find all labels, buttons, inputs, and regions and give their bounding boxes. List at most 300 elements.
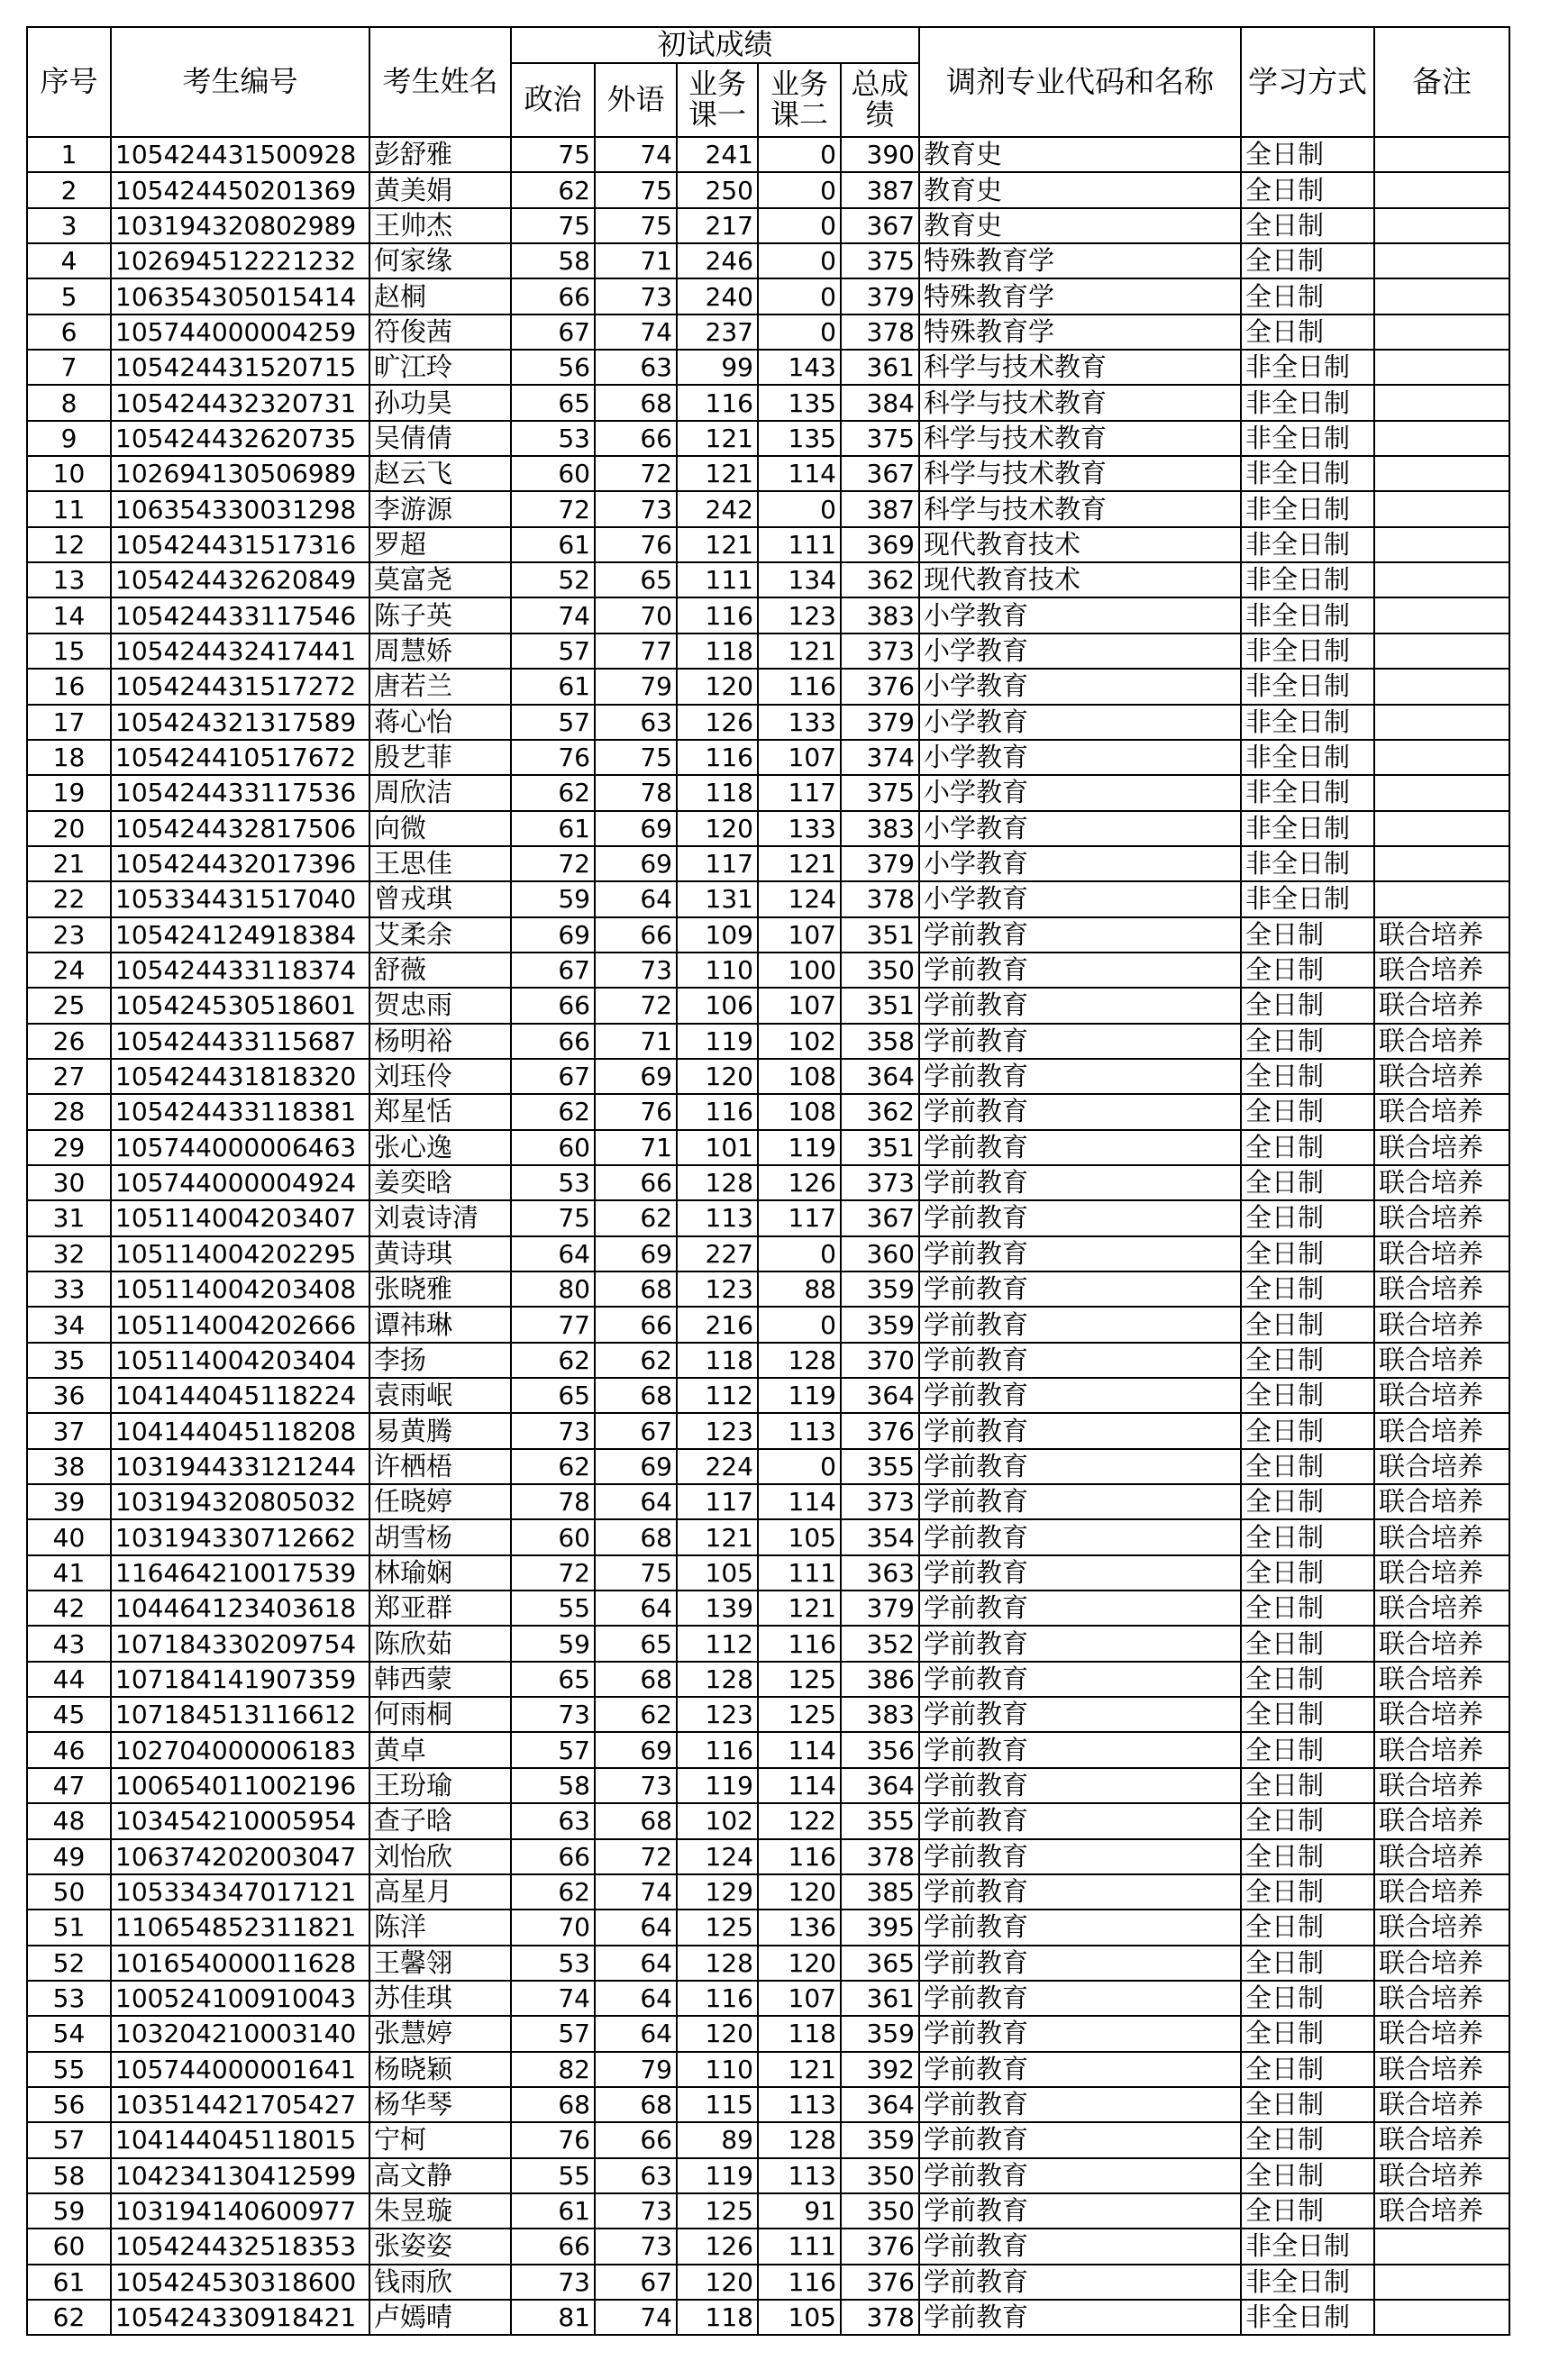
cell-name: 林瑜娴 xyxy=(369,1555,511,1591)
cell-politics: 57 xyxy=(511,1732,595,1767)
cell-exam-id: 116464210017539 xyxy=(111,1555,369,1591)
cell-idx: 42 xyxy=(27,1591,111,1626)
cell-name: 刘袁诗清 xyxy=(369,1200,511,1235)
table-row xyxy=(27,2193,1509,2229)
cell-foreign: 73 xyxy=(595,953,677,988)
cell-name: 谭祎琳 xyxy=(369,1307,511,1342)
cell-subject1: 119 xyxy=(677,2158,758,2193)
table-row xyxy=(27,1094,1509,1129)
cell-idx: 55 xyxy=(27,2052,111,2087)
cell-total: 358 xyxy=(841,1024,919,1059)
cell-subject2: 116 xyxy=(758,1839,841,1874)
cell-foreign: 77 xyxy=(595,634,677,669)
cell-idx: 59 xyxy=(27,2193,111,2229)
cell-note: 联合培养 xyxy=(1374,1378,1509,1413)
cell-subject2: 91 xyxy=(758,2193,841,2229)
cell-foreign: 71 xyxy=(595,243,677,278)
cell-exam-id: 105114004202295 xyxy=(111,1236,369,1272)
cell-subject1: 121 xyxy=(677,527,758,562)
table-row xyxy=(27,1874,1509,1910)
cell-name: 赵桐 xyxy=(369,278,511,314)
table-row xyxy=(27,1307,1509,1342)
cell-subject2: 135 xyxy=(758,385,841,420)
cell-exam-id: 105424432320731 xyxy=(111,385,369,420)
cell-note: 联合培养 xyxy=(1374,1449,1509,1484)
cell-foreign: 66 xyxy=(595,2122,677,2157)
table-row xyxy=(27,137,1509,172)
cell-major: 学前教育 xyxy=(919,1946,1241,1981)
cell-subject1: 224 xyxy=(677,1449,758,1484)
table-row xyxy=(27,1803,1509,1838)
cell-politics: 66 xyxy=(511,278,595,314)
cell-exam-id: 105424330918421 xyxy=(111,2300,369,2335)
header-subject1: 业务课一 xyxy=(677,63,758,137)
cell-subject1: 119 xyxy=(677,1768,758,1803)
cell-total: 359 xyxy=(841,2122,919,2157)
cell-note: 联合培养 xyxy=(1374,1803,1509,1838)
cell-foreign: 69 xyxy=(595,811,677,846)
cell-name: 卢嫣晴 xyxy=(369,2300,511,2335)
cell-total: 356 xyxy=(841,1732,919,1767)
cell-mode: 全日制 xyxy=(1241,1024,1374,1059)
table-row xyxy=(27,385,1509,420)
cell-subject1: 113 xyxy=(677,1200,758,1235)
cell-note xyxy=(1374,137,1509,172)
cell-major: 学前教育 xyxy=(919,1697,1241,1732)
cell-idx: 50 xyxy=(27,1874,111,1910)
cell-name: 莫富尧 xyxy=(369,562,511,597)
cell-major: 学前教育 xyxy=(919,1910,1241,1945)
cell-mode: 全日制 xyxy=(1241,2087,1374,2122)
cell-note xyxy=(1374,881,1509,916)
cell-mode: 全日制 xyxy=(1241,1272,1374,1307)
cell-subject1: 131 xyxy=(677,881,758,916)
cell-politics: 76 xyxy=(511,2122,595,2157)
cell-foreign: 64 xyxy=(595,881,677,916)
cell-subject1: 111 xyxy=(677,562,758,597)
cell-name: 罗超 xyxy=(369,527,511,562)
cell-foreign: 68 xyxy=(595,1378,677,1413)
cell-subject1: 241 xyxy=(677,137,758,172)
cell-subject2: 122 xyxy=(758,1803,841,1838)
table-row xyxy=(27,1697,1509,1732)
cell-foreign: 74 xyxy=(595,314,677,350)
cell-mode: 非全日制 xyxy=(1241,2229,1374,2264)
table-row xyxy=(27,1200,1509,1235)
cell-major: 学前教育 xyxy=(919,1981,1241,2016)
cell-note: 联合培养 xyxy=(1374,1768,1509,1803)
cell-subject1: 118 xyxy=(677,634,758,669)
cell-politics: 76 xyxy=(511,740,595,775)
cell-idx: 11 xyxy=(27,491,111,526)
cell-foreign: 79 xyxy=(595,2052,677,2087)
cell-major: 学前教育 xyxy=(919,2300,1241,2335)
cell-total: 367 xyxy=(841,1200,919,1235)
cell-mode: 全日制 xyxy=(1241,1343,1374,1378)
cell-politics: 73 xyxy=(511,1413,595,1448)
cell-major: 学前教育 xyxy=(919,953,1241,988)
cell-note xyxy=(1374,278,1509,314)
cell-major: 学前教育 xyxy=(919,1591,1241,1626)
cell-politics: 68 xyxy=(511,2087,595,2122)
cell-major: 学前教育 xyxy=(919,1024,1241,1059)
cell-note: 联合培养 xyxy=(1374,1839,1509,1874)
cell-total: 375 xyxy=(841,421,919,456)
cell-subject2: 125 xyxy=(758,1662,841,1697)
cell-subject1: 116 xyxy=(677,740,758,775)
cell-note: 联合培养 xyxy=(1374,1662,1509,1697)
cell-major: 小学教育 xyxy=(919,740,1241,775)
cell-note xyxy=(1374,243,1509,278)
cell-idx: 23 xyxy=(27,917,111,953)
cell-subject1: 240 xyxy=(677,278,758,314)
cell-subject1: 128 xyxy=(677,1662,758,1697)
cell-exam-id: 105744000001641 xyxy=(111,2052,369,2087)
cell-total: 379 xyxy=(841,705,919,740)
cell-note: 联合培养 xyxy=(1374,1946,1509,1981)
cell-foreign: 68 xyxy=(595,1803,677,1838)
cell-exam-id: 105424432017396 xyxy=(111,846,369,881)
cell-mode: 全日制 xyxy=(1241,2122,1374,2157)
cell-subject2: 0 xyxy=(758,314,841,350)
cell-subject1: 123 xyxy=(677,1272,758,1307)
cell-exam-id: 103194330712662 xyxy=(111,1519,369,1554)
table-row xyxy=(27,846,1509,881)
cell-note: 联合培养 xyxy=(1374,1272,1509,1307)
cell-foreign: 75 xyxy=(595,1555,677,1591)
cell-total: 373 xyxy=(841,1484,919,1519)
cell-exam-id: 107184330209754 xyxy=(111,1626,369,1661)
cell-name: 黄卓 xyxy=(369,1732,511,1767)
cell-total: 351 xyxy=(841,1130,919,1165)
cell-name: 李扬 xyxy=(369,1343,511,1378)
cell-major: 学前教育 xyxy=(919,1839,1241,1874)
cell-total: 378 xyxy=(841,881,919,916)
cell-exam-id: 105424450201369 xyxy=(111,172,369,207)
cell-foreign: 68 xyxy=(595,385,677,420)
cell-mode: 全日制 xyxy=(1241,1519,1374,1554)
cell-foreign: 76 xyxy=(595,527,677,562)
cell-major: 科学与技术教育 xyxy=(919,421,1241,456)
cell-exam-id: 107184513116612 xyxy=(111,1697,369,1732)
cell-exam-id: 100524100910043 xyxy=(111,1981,369,2016)
cell-foreign: 66 xyxy=(595,1165,677,1200)
header-major: 调剂专业代码和名称 xyxy=(919,27,1241,137)
cell-mode: 全日制 xyxy=(1241,1803,1374,1838)
table-row xyxy=(27,988,1509,1023)
cell-subject1: 121 xyxy=(677,1519,758,1554)
cell-name: 吴倩倩 xyxy=(369,421,511,456)
cell-politics: 78 xyxy=(511,1484,595,1519)
cell-subject1: 106 xyxy=(677,988,758,1023)
cell-major: 小学教育 xyxy=(919,811,1241,846)
cell-idx: 26 xyxy=(27,1024,111,1059)
cell-exam-id: 104144045118015 xyxy=(111,2122,369,2157)
table-row xyxy=(27,597,1509,633)
cell-idx: 4 xyxy=(27,243,111,278)
cell-subject2: 133 xyxy=(758,705,841,740)
cell-subject1: 117 xyxy=(677,1484,758,1519)
cell-foreign: 70 xyxy=(595,597,677,633)
cell-idx: 6 xyxy=(27,314,111,350)
cell-exam-id: 110654852311821 xyxy=(111,1910,369,1945)
cell-note xyxy=(1374,314,1509,350)
cell-subject2: 108 xyxy=(758,1094,841,1129)
cell-mode: 全日制 xyxy=(1241,1839,1374,1874)
cell-subject1: 242 xyxy=(677,491,758,526)
cell-politics: 66 xyxy=(511,1024,595,1059)
cell-note xyxy=(1374,562,1509,597)
cell-major: 学前教育 xyxy=(919,2016,1241,2051)
cell-note xyxy=(1374,2265,1509,2300)
cell-mode: 全日制 xyxy=(1241,1732,1374,1767)
cell-major: 学前教育 xyxy=(919,917,1241,953)
cell-total: 359 xyxy=(841,2016,919,2051)
cell-total: 384 xyxy=(841,385,919,420)
table-row xyxy=(27,1555,1509,1591)
cell-name: 陈欣茹 xyxy=(369,1626,511,1661)
cell-subject2: 116 xyxy=(758,1626,841,1661)
cell-exam-id: 105424431500928 xyxy=(111,137,369,172)
cell-subject1: 120 xyxy=(677,2016,758,2051)
cell-subject2: 121 xyxy=(758,1591,841,1626)
cell-note: 联合培养 xyxy=(1374,2087,1509,2122)
cell-note: 联合培养 xyxy=(1374,1343,1509,1378)
cell-total: 359 xyxy=(841,1272,919,1307)
cell-total: 352 xyxy=(841,1626,919,1661)
cell-major: 学前教育 xyxy=(919,1555,1241,1591)
cell-foreign: 66 xyxy=(595,1307,677,1342)
cell-foreign: 62 xyxy=(595,1697,677,1732)
cell-name: 黄诗琪 xyxy=(369,1236,511,1272)
cell-mode: 非全日制 xyxy=(1241,669,1374,704)
cell-major: 学前教育 xyxy=(919,1059,1241,1094)
cell-exam-id: 104144045118224 xyxy=(111,1378,369,1413)
table-row xyxy=(27,775,1509,810)
cell-subject1: 118 xyxy=(677,1343,758,1378)
cell-mode: 全日制 xyxy=(1241,208,1374,243)
cell-mode: 全日制 xyxy=(1241,1413,1374,1448)
cell-subject2: 114 xyxy=(758,1484,841,1519)
cell-exam-id: 105424530518601 xyxy=(111,988,369,1023)
cell-foreign: 69 xyxy=(595,1236,677,1272)
header-mode: 学习方式 xyxy=(1241,27,1374,137)
cell-major: 学前教育 xyxy=(919,1626,1241,1661)
cell-subject2: 105 xyxy=(758,1519,841,1554)
cell-name: 刘珏伶 xyxy=(369,1059,511,1094)
table-row xyxy=(27,1236,1509,1272)
cell-mode: 非全日制 xyxy=(1241,881,1374,916)
table-row xyxy=(27,314,1509,350)
cell-note xyxy=(1374,491,1509,526)
cell-exam-id: 104464123403618 xyxy=(111,1591,369,1626)
cell-foreign: 69 xyxy=(595,1449,677,1484)
cell-exam-id: 105424432417441 xyxy=(111,634,369,669)
cell-politics: 82 xyxy=(511,2052,595,2087)
cell-subject1: 110 xyxy=(677,953,758,988)
cell-major: 小学教育 xyxy=(919,705,1241,740)
cell-total: 363 xyxy=(841,1555,919,1591)
cell-subject1: 119 xyxy=(677,1024,758,1059)
cell-idx: 3 xyxy=(27,208,111,243)
cell-note: 联合培养 xyxy=(1374,1307,1509,1342)
cell-major: 教育史 xyxy=(919,172,1241,207)
cell-mode: 全日制 xyxy=(1241,1697,1374,1732)
cell-mode: 全日制 xyxy=(1241,1910,1374,1945)
cell-total: 383 xyxy=(841,1697,919,1732)
cell-politics: 80 xyxy=(511,1272,595,1307)
cell-total: 362 xyxy=(841,562,919,597)
cell-total: 362 xyxy=(841,1094,919,1129)
cell-idx: 39 xyxy=(27,1484,111,1519)
cell-exam-id: 105334347017121 xyxy=(111,1874,369,1910)
cell-foreign: 71 xyxy=(595,1024,677,1059)
table-row xyxy=(27,740,1509,775)
cell-subject2: 128 xyxy=(758,1343,841,1378)
cell-subject2: 121 xyxy=(758,634,841,669)
cell-subject2: 113 xyxy=(758,1413,841,1448)
cell-total: 359 xyxy=(841,1307,919,1342)
cell-mode: 非全日制 xyxy=(1241,2265,1374,2300)
cell-foreign: 72 xyxy=(595,456,677,491)
cell-note: 联合培养 xyxy=(1374,2016,1509,2051)
cell-mode: 全日制 xyxy=(1241,172,1374,207)
cell-exam-id: 106354330031298 xyxy=(111,491,369,526)
cell-politics: 55 xyxy=(511,2158,595,2193)
cell-name: 王思佳 xyxy=(369,846,511,881)
cell-idx: 7 xyxy=(27,350,111,385)
cell-idx: 9 xyxy=(27,421,111,456)
table-row xyxy=(27,2087,1509,2122)
cell-idx: 31 xyxy=(27,1200,111,1235)
cell-politics: 61 xyxy=(511,811,595,846)
cell-major: 现代教育技术 xyxy=(919,562,1241,597)
table-row xyxy=(27,1059,1509,1094)
table-row xyxy=(27,811,1509,846)
cell-major: 学前教育 xyxy=(919,1130,1241,1165)
cell-exam-id: 107184141907359 xyxy=(111,1662,369,1697)
cell-total: 350 xyxy=(841,953,919,988)
cell-note xyxy=(1374,385,1509,420)
cell-politics: 73 xyxy=(511,1697,595,1732)
cell-total: 374 xyxy=(841,740,919,775)
cell-politics: 65 xyxy=(511,1378,595,1413)
cell-total: 376 xyxy=(841,2229,919,2264)
cell-note: 联合培养 xyxy=(1374,1024,1509,1059)
table-row xyxy=(27,1343,1509,1378)
cell-politics: 66 xyxy=(511,988,595,1023)
cell-subject1: 128 xyxy=(677,1165,758,1200)
cell-total: 364 xyxy=(841,1768,919,1803)
cell-major: 学前教育 xyxy=(919,1732,1241,1767)
cell-major: 学前教育 xyxy=(919,2122,1241,2157)
cell-subject2: 111 xyxy=(758,1555,841,1591)
cell-major: 学前教育 xyxy=(919,1519,1241,1554)
cell-idx: 56 xyxy=(27,2087,111,2122)
cell-subject1: 121 xyxy=(677,421,758,456)
cell-politics: 72 xyxy=(511,1555,595,1591)
table-row xyxy=(27,1591,1509,1626)
cell-exam-id: 105424433118374 xyxy=(111,953,369,988)
table-row xyxy=(27,1519,1509,1554)
cell-name: 蒋心怡 xyxy=(369,705,511,740)
cell-total: 350 xyxy=(841,2193,919,2229)
cell-politics: 55 xyxy=(511,1591,595,1626)
cell-exam-id: 105424433117546 xyxy=(111,597,369,633)
cell-subject2: 102 xyxy=(758,1024,841,1059)
cell-major: 学前教育 xyxy=(919,2052,1241,2087)
cell-politics: 53 xyxy=(511,1946,595,1981)
cell-name: 何家缘 xyxy=(369,243,511,278)
cell-politics: 58 xyxy=(511,243,595,278)
cell-subject1: 217 xyxy=(677,208,758,243)
cell-subject2: 0 xyxy=(758,1236,841,1272)
cell-name: 韩西蒙 xyxy=(369,1662,511,1697)
cell-exam-id: 105424530318600 xyxy=(111,2265,369,2300)
cell-exam-id: 103454210005954 xyxy=(111,1803,369,1838)
cell-exam-id: 105424321317589 xyxy=(111,705,369,740)
cell-foreign: 64 xyxy=(595,1910,677,1945)
cell-exam-id: 106374202003047 xyxy=(111,1839,369,1874)
cell-mode: 非全日制 xyxy=(1241,491,1374,526)
cell-idx: 8 xyxy=(27,385,111,420)
cell-name: 符俊茜 xyxy=(369,314,511,350)
cell-politics: 81 xyxy=(511,2300,595,2335)
cell-idx: 32 xyxy=(27,1236,111,1272)
cell-idx: 24 xyxy=(27,953,111,988)
cell-note: 联合培养 xyxy=(1374,2158,1509,2193)
cell-name: 舒薇 xyxy=(369,953,511,988)
cell-name: 袁雨岷 xyxy=(369,1378,511,1413)
cell-mode: 全日制 xyxy=(1241,917,1374,953)
table-row xyxy=(27,1768,1509,1803)
cell-subject2: 0 xyxy=(758,491,841,526)
cell-total: 383 xyxy=(841,597,919,633)
cell-note: 联合培养 xyxy=(1374,1555,1509,1591)
cell-exam-id: 105424431520715 xyxy=(111,350,369,385)
cell-major: 小学教育 xyxy=(919,634,1241,669)
cell-subject1: 126 xyxy=(677,705,758,740)
header-note: 备注 xyxy=(1374,27,1509,137)
cell-name: 杨明裕 xyxy=(369,1024,511,1059)
cell-subject1: 116 xyxy=(677,1732,758,1767)
cell-subject1: 109 xyxy=(677,917,758,953)
cell-note: 联合培养 xyxy=(1374,1200,1509,1235)
cell-exam-id: 105114004203408 xyxy=(111,1272,369,1307)
cell-total: 387 xyxy=(841,172,919,207)
cell-exam-id: 105424433117536 xyxy=(111,775,369,810)
cell-idx: 13 xyxy=(27,562,111,597)
cell-idx: 10 xyxy=(27,456,111,491)
cell-foreign: 64 xyxy=(595,2016,677,2051)
cell-politics: 52 xyxy=(511,562,595,597)
cell-note: 联合培养 xyxy=(1374,988,1509,1023)
table-row xyxy=(27,1024,1509,1059)
cell-note xyxy=(1374,208,1509,243)
cell-idx: 5 xyxy=(27,278,111,314)
cell-mode: 非全日制 xyxy=(1241,456,1374,491)
cell-note: 联合培养 xyxy=(1374,1874,1509,1910)
cell-politics: 77 xyxy=(511,1307,595,1342)
cell-politics: 75 xyxy=(511,208,595,243)
table-row xyxy=(27,1662,1509,1697)
cell-note: 联合培养 xyxy=(1374,1236,1509,1272)
cell-name: 周慧娇 xyxy=(369,634,511,669)
cell-subject2: 133 xyxy=(758,811,841,846)
cell-idx: 46 xyxy=(27,1732,111,1767)
cell-major: 特殊教育学 xyxy=(919,278,1241,314)
cell-note: 联合培养 xyxy=(1374,1910,1509,1945)
